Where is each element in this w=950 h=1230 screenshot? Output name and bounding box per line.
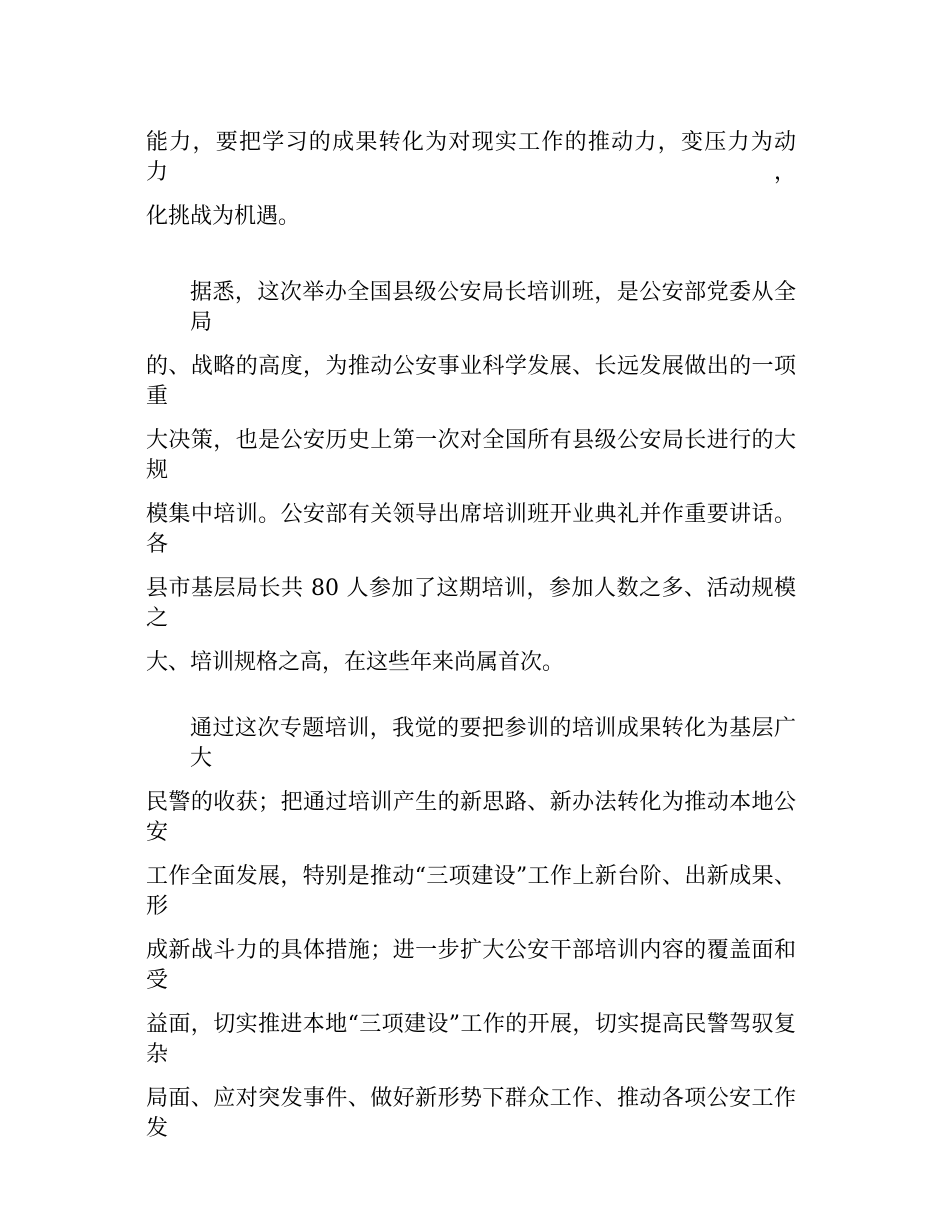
text-line-7: 县市基层局长共 80 人参加了这期培训，参加人数之多、活动规模之 <box>146 576 796 631</box>
text-line-1: 能力，要把学习的成果转化为对现实工作的推动力，变压力为动力， <box>146 130 796 185</box>
text-line-14: 局面、应对突发事件、做好新形势下群众工作、推动各项公安工作发 <box>146 1086 796 1141</box>
text-line-3: 据悉，这次举办全国县级公安局长培训班，是公安部党委从全局 <box>190 280 796 335</box>
text-line-6: 模集中培训。公安部有关领导出席培训班开业典礼并作重要讲话。各 <box>146 502 796 557</box>
text-line-4: 的、战略的高度，为推动公安事业科学发展、长远发展做出的一项重 <box>146 354 796 409</box>
text-line-11: 工作全面发展，特别是推动“三项建设”工作上新台阶、出新成果、形 <box>146 864 796 919</box>
text-line-13: 益面，切实推进本地“三项建设”工作的开展，切实提高民警驾驭复杂 <box>146 1012 796 1067</box>
text-line-10: 民警的收获；把通过培训产生的新思路、新办法转化为推动本地公安 <box>146 790 796 845</box>
text-line-8: 大、培训规格之高，在这些年来尚属首次。 <box>146 650 565 675</box>
text-line-2: 化挑战为机遇。 <box>146 204 301 229</box>
text-line-12: 成新战斗力的具体措施；进一步扩大公安干部培训内容的覆盖面和受 <box>146 938 796 993</box>
text-line-9: 通过这次专题培训，我觉的要把参训的培训成果转化为基层广大 <box>190 716 796 771</box>
text-line-5: 大决策，也是公安历史上第一次对全国所有县级公安局长进行的大规 <box>146 428 796 483</box>
